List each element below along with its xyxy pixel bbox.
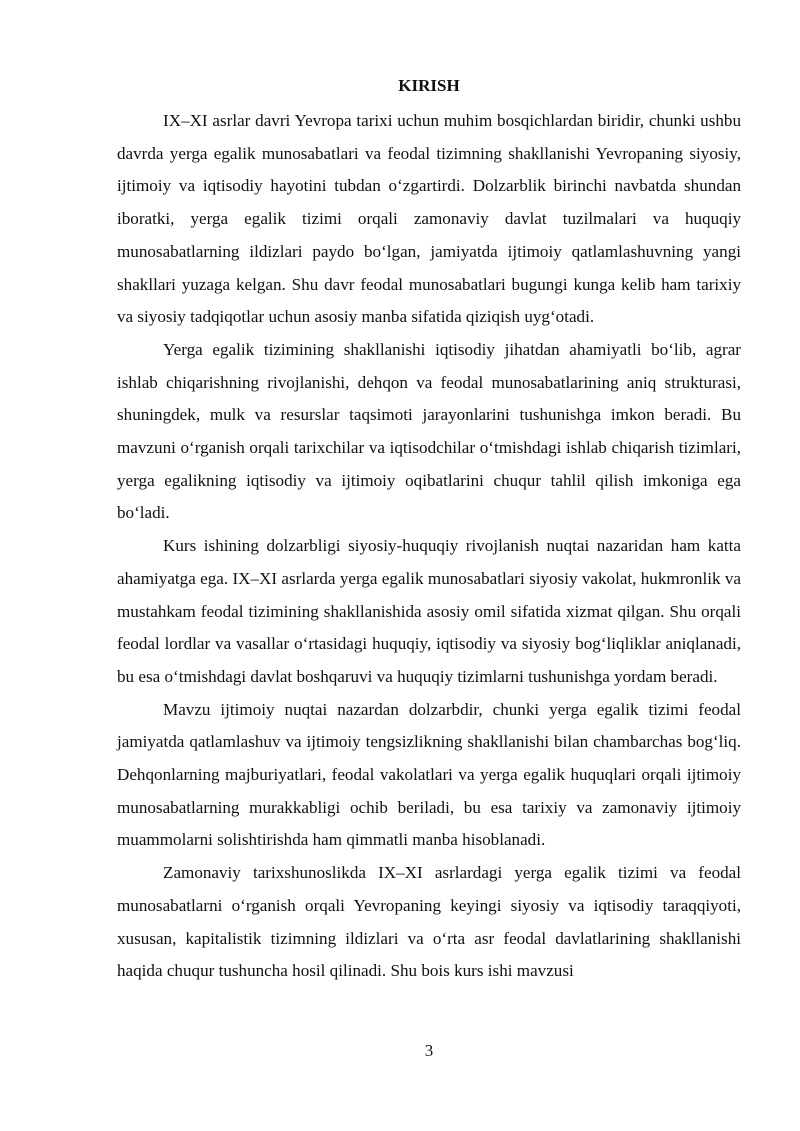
paragraph-5: Zamonaviy tarixshunoslikda IX–XI asrlardagi yerga egalik tizimi va feodal munosabatlarni o‘rganish orqali Yevropaning keyingi siyosiy va iqtisodiy taraqqiyoti, xususan, kapitalistik tizimning ildizlari va o‘rta asr feodal davlatlarining shakllanishi haqida chuqur tushuncha hosil qilinadi. Shu bois kurs ishi mavzusi	[117, 863, 741, 981]
section-heading: KIRISH	[398, 76, 460, 95]
paragraph-1: IX–XI asrlar davri Yevropa tarixi uchun muhim bosqichlardan biridir, chunki ushbu davrda yerga egalik munosabatlari va feodal tizimning shakllanishi Yevropaning siyosiy, ijtimoiy va iqtisodiy hayotini tubdan o‘zgartirdi. Dolzarblik birinchi navbatda shundan iboratki, yerga egalik tizimi orqali zamonaviy davlat tuzilmalari va huquqiy munosabatlarning ildizlari paydo bo‘lgan, jamiyatda ijtimoiy qatlamlashuvning yangi shakllari yuzaga kelgan. Shu davr feodal munosabatlari bugungi kunga kelib ham tarixiy va siyosiy tadqiqotlar uchun asosiy manba sifatida qiziqish uyg‘otadi.	[117, 111, 741, 327]
paragraph-4: Mavzu ijtimoiy nuqtai nazardan dolzarbdir, chunki yerga egalik tizimi feodal jamiyatda qatlamlashuv va ijtimoiy tengsizlikning shakllanishi bilan chambarchas bog‘liq. Dehqonlarning majburiyatlari, feodal vakolatlari va yerga egalik huquqlari orqali ijtimoiy munosabatlarning murakkabligi ochib beriladi, bu esa tarixiy va zamonaviy ijtimoiy muammolarni solishtirishda ham qimmatli manba hisoblanadi.	[117, 699, 741, 850]
page-number: 3	[424, 1041, 434, 1060]
paragraph-3: Kurs ishining dolzarbligi siyosiy-huquqiy rivojlanish nuqtai nazaridan ham katta ahamiyatga ega. IX–XI asrlarda yerga egalik munosabatlari siyosiy vakolat, hukmronlik va mustahkam feodal tizimining shakllanishida asosiy omil sifatida xizmat qilgan. Shu orqali feodal lordlar va vasallar o‘rtasidagi huquqiy, iqtisodiy va siyosiy bog‘liqliklar aniqlanadi, bu esa o‘tmishdagi davlat boshqaruvi va huquqiy tizimlarni tushunishga yordam beradi.	[117, 536, 741, 686]
body-text	[117, 105, 741, 988]
paragraph-2: Yerga egalik tizimining shakllanishi iqtisodiy jihatdan ahamiyatli bo‘lib, agrar ishlab chiqarishning rivojlanishi, dehqon va feodal munosabatlarining aniq strukturasi, shuningdek, mulk va resurslar taqsimoti jarayonlarini tushunishga imkon beradi. Bu mavzuni o‘rganish orqali tarixchilar va iqtisodchilar o‘tmishdagi ishlab chiqarish tizimlari, yerga egalikning iqtisodiy va ijtimoiy oqibatlarini chuqur tahlil qilish imkoniga ega bo‘ladi.	[117, 339, 741, 523]
